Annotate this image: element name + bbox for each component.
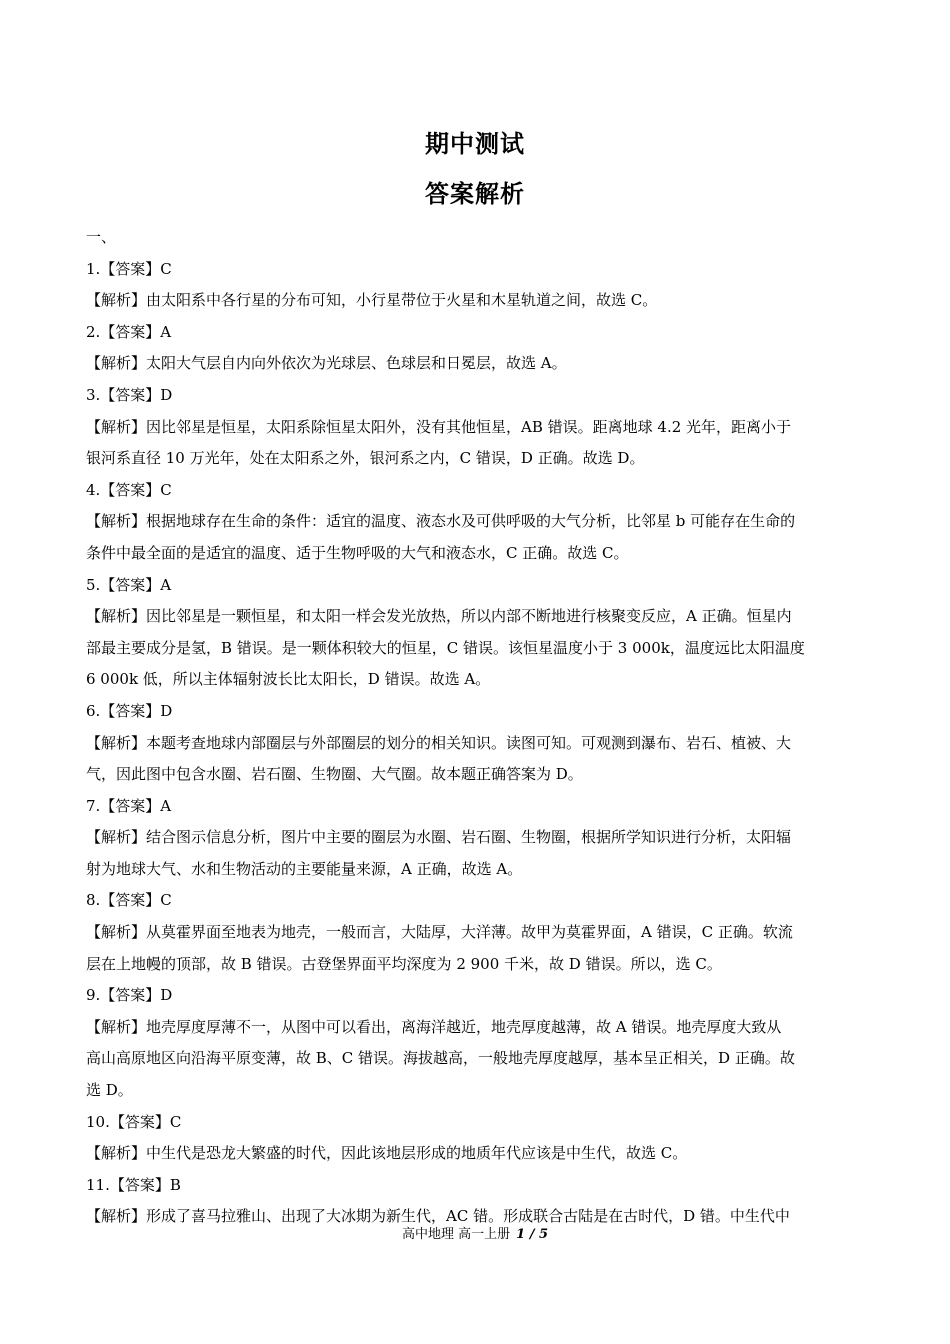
text-line: 【解析】从莫霍界面至地表为地壳，一般而言，大陆厚，大洋薄。故甲为莫霍界面，A 错误，C 正确。软流 xyxy=(86,923,793,942)
page-footer xyxy=(0,1226,950,1244)
text-line: 1.【答案】C xyxy=(86,259,172,278)
text-line: 【解析】地壳厚度厚薄不一，从图中可以看出，离海洋越近，地壳厚度越薄，故 A 错误。地壳厚度大致从 xyxy=(86,1017,782,1036)
text-line: 选 D。 xyxy=(86,1081,133,1100)
text-line: 气，因此图中包含水圈、岩石圈、生物圈、大气圈。故本题正确答案为 D。 xyxy=(86,765,583,784)
text-line: 【解析】本题考查地球内部圈层与外部圈层的划分的相关知识。读图可知。可观测到瀑布、岩石、植被、大 xyxy=(86,733,792,752)
text-line: 6 000k 低，所以主体辐射波长比太阳长，D 错误。故选 A。 xyxy=(86,670,491,689)
text-line: 层在上地幔的顶部，故 B 错误。古登堡界面平均深度为 2 900 千米，故 D 错误。所以，选 C。 xyxy=(86,954,722,973)
text-line: 9.【答案】D xyxy=(86,986,173,1005)
text-line: 射为地球大气、水和生物活动的主要能量来源，A 正确，故选 A。 xyxy=(86,859,523,878)
page-title: 期中测试 xyxy=(425,130,525,158)
text-line: 7.【答案】A xyxy=(86,796,172,815)
page-number: 1 / 5 xyxy=(516,1227,549,1242)
text-line: 10.【答案】C xyxy=(86,1112,182,1131)
text-line: 【解析】中生代是恐龙大繁盛的时代，因此该地层形成的地质年代应该是中生代，故选 C。 xyxy=(86,1144,688,1163)
text-line: 【解析】根据地球存在生命的条件：适宜的温度、液态水及可供呼吸的大气分析，比邻星 b 可能存在生命的 xyxy=(86,512,796,531)
text-line: 一、 xyxy=(86,228,117,246)
text-line: 【解析】形成了喜马拉雅山、出现了大冰期为新生代，AC 错。形成联合古陆是在古时代，D 错。中生代中 xyxy=(86,1207,790,1226)
text-line: 【解析】太阳大气层自内向外依次为光球层、色球层和日冕层，故选 A。 xyxy=(86,354,567,373)
text-line: 6.【答案】D xyxy=(86,701,173,720)
text-line: 4.【答案】C xyxy=(86,480,172,499)
text-line: 【解析】因比邻星是恒星，太阳系除恒星太阳外，没有其他恒星，AB 错误。距离地球 4.2 光年，距离小于 xyxy=(86,417,792,436)
text-line: 11.【答案】B xyxy=(86,1175,181,1194)
footer-text: 高中地理 高一上册 xyxy=(401,1227,511,1242)
text-line: 【解析】结合图示信息分析，图片中主要的圈层为水圈、岩石圈、生物圈，根据所学知识进行分析，太阳辐 xyxy=(86,828,792,847)
text-line: 【解析】因比邻星是一颗恒星，和太阳一样会发光放热，所以内部不断地进行核聚变反应，A 正确。恒星内 xyxy=(86,607,792,626)
text-line: 条件中最全面的是适宜的温度、适于生物呼吸的大气和液态水，C 正确。故选 C。 xyxy=(86,543,629,562)
text-line: 3.【答案】D xyxy=(86,385,173,404)
text-line: 银河系直径 10 万光年，处在太阳系之外，银河系之内，C 错误，D 正确。故选 D。 xyxy=(86,449,645,468)
page-subtitle: 答案解析 xyxy=(425,180,525,208)
text-line: 5.【答案】A xyxy=(86,575,172,594)
text-line: 【解析】由太阳系中各行星的分布可知，小行星带位于火星和木星轨道之间，故选 C。 xyxy=(86,291,658,310)
answer-content xyxy=(86,222,866,1233)
text-line: 高山高原地区向沿海平原变薄，故 B、C 错误。海拔越高，一般地壳厚度越厚，基本呈正相关，D 正确。故 xyxy=(86,1049,795,1068)
text-line: 部最主要成分是氢，B 错误。是一颗体积较大的恒星，C 错误。该恒星温度小于 3 000k，温度远比太阳温度 xyxy=(86,638,805,657)
text-line: 8.【答案】C xyxy=(86,891,172,910)
text-line: 2.【答案】A xyxy=(86,322,172,341)
